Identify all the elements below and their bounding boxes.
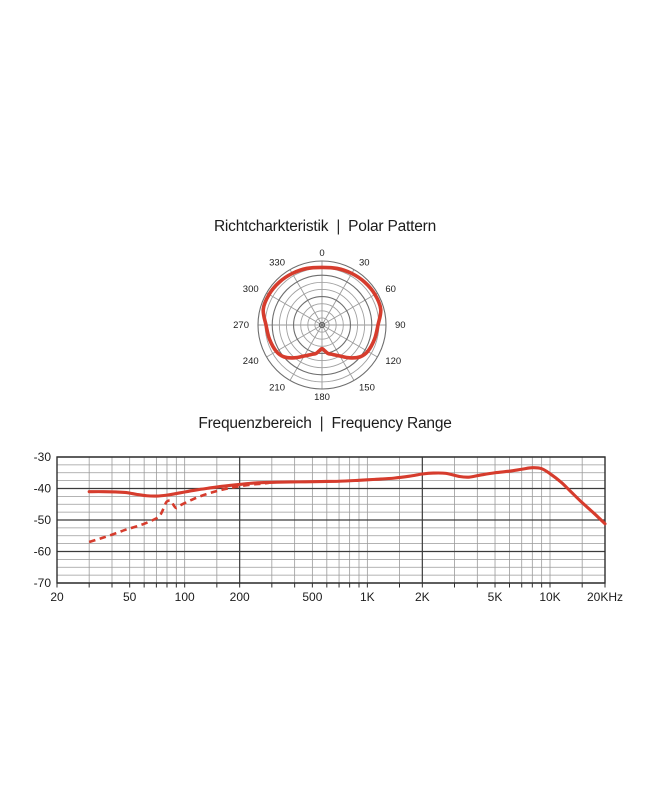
polar-angle-label: 120 bbox=[385, 356, 402, 367]
y-axis-tick-label: -50 bbox=[33, 513, 51, 527]
x-axis-tick-label: 20KHz bbox=[586, 590, 624, 604]
polar-angle-label: 180 bbox=[314, 392, 330, 403]
frequency-response-chart bbox=[22, 446, 648, 616]
polar-angle-label: 0 bbox=[319, 248, 325, 259]
polar-center-dot bbox=[321, 324, 323, 326]
title-separator: | bbox=[319, 415, 324, 432]
freq-response-solid-curve bbox=[89, 468, 605, 524]
frequency-range-title bbox=[0, 414, 650, 434]
freq-title-en: Frequency Range bbox=[331, 415, 452, 432]
x-axis-tick-label: 2K bbox=[414, 590, 430, 604]
x-axis-tick-label: 10K bbox=[539, 590, 561, 604]
title-separator: | bbox=[336, 218, 341, 235]
y-axis-tick-label: -30 bbox=[33, 450, 51, 464]
polar-title-en: Polar Pattern bbox=[348, 218, 437, 235]
polar-angle-label: 90 bbox=[395, 320, 406, 331]
polar-angle-label: 60 bbox=[385, 284, 396, 295]
x-axis-tick-label: 500 bbox=[302, 590, 323, 604]
x-axis-tick-label: 200 bbox=[229, 590, 250, 604]
polar-angle-label: 300 bbox=[242, 284, 259, 295]
x-axis-tick-label: 1K bbox=[360, 590, 375, 604]
x-axis-tick-label: 50 bbox=[123, 590, 137, 604]
freq-grid bbox=[57, 457, 605, 583]
polar-angle-label: 240 bbox=[242, 356, 259, 367]
polar-angle-label: 270 bbox=[233, 320, 249, 331]
polar-angle-label: 330 bbox=[269, 257, 285, 269]
x-axis-tick-label: 5K bbox=[487, 590, 503, 604]
polar-pattern-title bbox=[0, 217, 650, 237]
x-axis-tick-label: 100 bbox=[174, 590, 195, 604]
y-axis-tick-label: -70 bbox=[33, 576, 51, 590]
polar-pattern-chart bbox=[222, 239, 422, 415]
polar-angle-label: 30 bbox=[359, 257, 370, 269]
polar-angle-label: 210 bbox=[269, 382, 285, 394]
y-axis-tick-label: -60 bbox=[33, 544, 51, 559]
y-axis-tick-label: -40 bbox=[33, 481, 51, 496]
polar-title-de: Richtcharkteristik bbox=[213, 218, 329, 235]
x-axis-tick-label: 20 bbox=[50, 590, 64, 604]
freq-title-de: Frequenzbereich bbox=[198, 415, 312, 432]
polar-angle-label: 150 bbox=[359, 382, 375, 394]
